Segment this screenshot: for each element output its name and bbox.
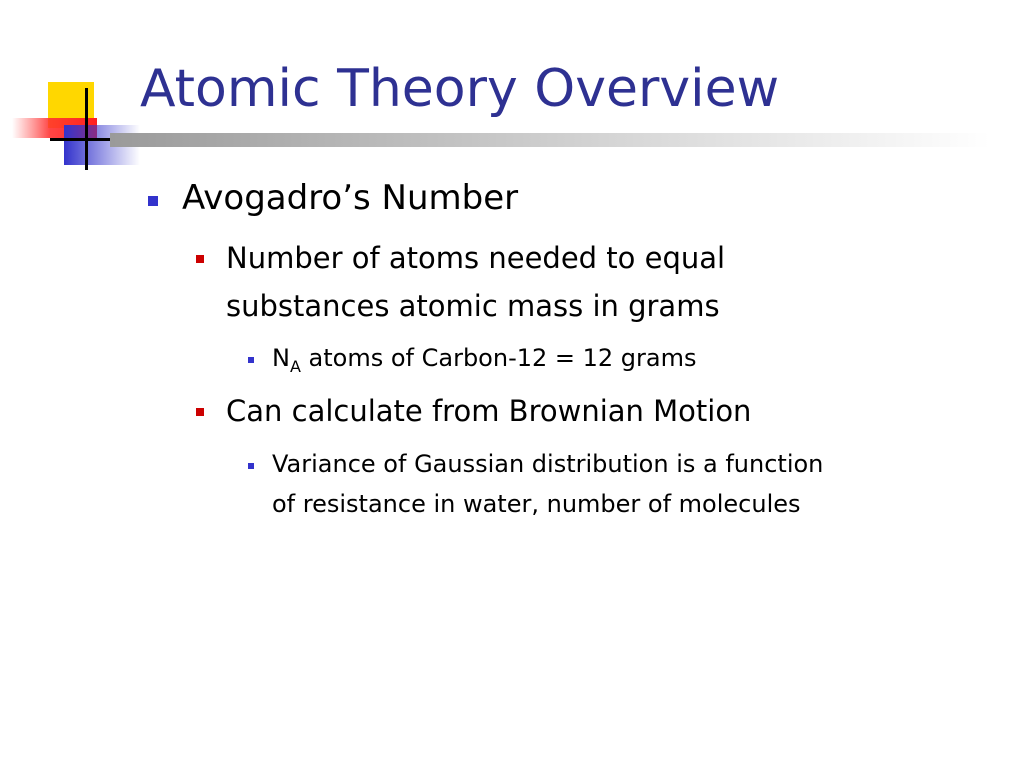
bullet-marker bbox=[148, 196, 158, 206]
bullet-marker bbox=[248, 463, 254, 469]
logo-vertical-line bbox=[85, 88, 88, 170]
bullet-level3-gaussian-variance bbox=[272, 444, 972, 524]
bullet-marker bbox=[248, 357, 254, 363]
title-divider bbox=[110, 133, 990, 147]
bullet-text: Avogadro’s Number bbox=[182, 178, 519, 218]
slide-title: Atomic Theory Overview bbox=[140, 59, 780, 119]
bullet-text-line-2: of resistance in water, number of molecules bbox=[272, 490, 801, 518]
bullet-level2-atoms-needed bbox=[226, 234, 946, 330]
carbon-12-text: atoms of Carbon-12 = 12 grams bbox=[300, 344, 697, 372]
bullet-marker bbox=[196, 255, 204, 263]
avogadro-subscript: A bbox=[289, 357, 301, 376]
bullet-text: Can calculate from Brownian Motion bbox=[226, 394, 752, 428]
bullet-text-line-1: Variance of Gaussian distribution is a function bbox=[272, 450, 824, 478]
bullet-level3-carbon-12 bbox=[272, 338, 972, 381]
bullet-text-line-2: substances atomic mass in grams bbox=[226, 289, 720, 323]
bullet-marker bbox=[196, 408, 204, 416]
avogadro-symbol: N bbox=[272, 344, 290, 372]
bullet-text-line-1: Number of atoms needed to equal bbox=[226, 241, 726, 275]
slide-logo-graphic bbox=[0, 0, 140, 180]
bullet-level1-avogadro bbox=[182, 172, 518, 224]
bullet-text bbox=[272, 338, 972, 381]
bullet-level2-brownian-motion bbox=[226, 387, 946, 435]
